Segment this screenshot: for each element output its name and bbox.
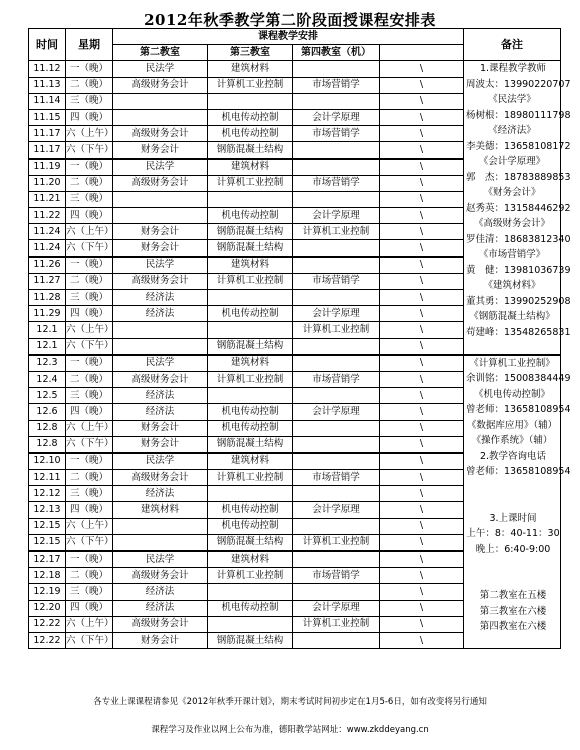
cell-weekday: 六（下午）: [66, 436, 113, 453]
cell-room4: 市场营销学: [293, 77, 380, 93]
cell-room2: 高级财务会计: [113, 470, 208, 486]
cell-backslash: \: [380, 420, 464, 436]
schedule-table: [28, 28, 571, 649]
cell-room2: 经济法: [113, 290, 208, 306]
cell-date: 11.21: [29, 191, 66, 207]
cell-room2: 财务会计: [113, 142, 208, 159]
note-line: 罗佳清：18683812340: [466, 233, 571, 245]
cell-weekday: 一（晚）: [66, 551, 113, 568]
cell-backslash: \: [380, 502, 464, 518]
header-room4: 第四教室（机）: [293, 45, 380, 61]
cell-date: 12.13: [29, 502, 66, 518]
cell-backslash: \: [380, 208, 464, 224]
cell-room4: [293, 257, 380, 274]
cell-weekday: 二（晚）: [66, 470, 113, 486]
cell-backslash: \: [380, 77, 464, 93]
note-line: 郭 杰：18783889853: [466, 171, 571, 183]
cell-room3: 机电传动控制: [208, 306, 293, 322]
cell-room3: [208, 191, 293, 207]
cell-backslash: \: [380, 126, 464, 142]
cell-date: 12.4: [29, 371, 66, 387]
cell-room2: 财务会计: [113, 420, 208, 436]
cell-date: 11.29: [29, 306, 66, 322]
note-line: 《经济法》: [488, 125, 536, 137]
cell-room4: 计算机工业控制: [293, 322, 380, 338]
cell-room2: 高级财务会计: [113, 273, 208, 289]
note-line: 苟建峰：13548265831: [466, 326, 571, 338]
cell-date: 11.13: [29, 77, 66, 93]
header-notes: 备注: [464, 29, 561, 61]
table-row: [29, 355, 561, 372]
cell-room3: 机电传动控制: [208, 208, 293, 224]
cell-room3: 机电传动控制: [208, 126, 293, 142]
cell-room4: [293, 518, 380, 534]
cell-room4: [293, 388, 380, 404]
cell-backslash: \: [380, 470, 464, 486]
cell-backslash: \: [380, 584, 464, 600]
cell-weekday: 四（晚）: [66, 404, 113, 420]
note-line: 《市场营销学》: [478, 249, 546, 261]
note-line: 《财务会计》: [483, 187, 541, 199]
cell-date: 12.15: [29, 518, 66, 534]
cell-room2: [113, 338, 208, 355]
header-time: 时间: [29, 29, 66, 61]
cell-weekday: 三（晚）: [66, 290, 113, 306]
cell-backslash: \: [380, 322, 464, 338]
cell-backslash: \: [380, 306, 464, 322]
note-line: [464, 557, 560, 573]
cell-date: 12.19: [29, 584, 66, 600]
cell-weekday: 三（晚）: [66, 486, 113, 502]
cell-date: 11.19: [29, 159, 66, 176]
cell-room3: [208, 290, 293, 306]
cell-room4: 会计学原理: [293, 109, 380, 125]
cell-room2: 民法学: [113, 257, 208, 274]
cell-backslash: \: [380, 600, 464, 616]
cell-backslash: \: [380, 371, 464, 387]
cell-weekday: 二（晚）: [66, 568, 113, 584]
cell-date: 12.22: [29, 616, 66, 632]
cell-weekday: 四（晚）: [66, 208, 113, 224]
cell-date: 12.20: [29, 600, 66, 616]
cell-room2: [113, 322, 208, 338]
cell-room2: 高级财务会计: [113, 371, 208, 387]
cell-weekday: 一（晚）: [66, 159, 113, 176]
header-blank: [380, 45, 464, 61]
cell-backslash: \: [380, 551, 464, 568]
cell-room2: 经济法: [113, 388, 208, 404]
cell-backslash: \: [380, 616, 464, 632]
cell-room2: [113, 109, 208, 125]
cell-weekday: 一（晚）: [66, 257, 113, 274]
cell-date: 12.15: [29, 534, 66, 551]
cell-room3: 机电传动控制: [208, 109, 293, 125]
cell-room3: 钢筋混凝土结构: [208, 338, 293, 355]
cell-room2: [113, 518, 208, 534]
cell-room4: 计算机工业控制: [293, 616, 380, 632]
cell-weekday: 六（上午）: [66, 420, 113, 436]
cell-date: 11.17: [29, 142, 66, 159]
cell-room3: 机电传动控制: [208, 502, 293, 518]
cell-date: 12.22: [29, 632, 66, 648]
cell-room4: [293, 240, 380, 257]
cell-date: 11.15: [29, 109, 66, 125]
note-line: 3.上课时间: [489, 512, 537, 524]
note-line: 杨树根：18980111798: [466, 109, 571, 121]
cell-date: 11.28: [29, 290, 66, 306]
cell-backslash: \: [380, 257, 464, 274]
cell-weekday: 三（晚）: [66, 388, 113, 404]
cell-room3: 计算机工业控制: [208, 371, 293, 387]
cell-room4: [293, 338, 380, 355]
table-row: [29, 61, 561, 77]
cell-room4: [293, 159, 380, 176]
cell-room2: 高级财务会计: [113, 77, 208, 93]
cell-backslash: \: [380, 486, 464, 502]
cell-room4: 会计学原理: [293, 208, 380, 224]
cell-room3: [208, 388, 293, 404]
cell-room3: 计算机工业控制: [208, 568, 293, 584]
note-line: 《会计学原理》: [478, 156, 546, 168]
cell-room2: 民法学: [113, 159, 208, 176]
cell-room4: [293, 436, 380, 453]
cell-backslash: \: [380, 93, 464, 109]
cell-room3: 机电传动控制: [208, 404, 293, 420]
note-line: 第二教室在五楼: [479, 590, 547, 602]
cell-room2: 民法学: [113, 551, 208, 568]
cell-weekday: 四（晚）: [66, 306, 113, 322]
cell-room3: 钢筋混凝土结构: [208, 534, 293, 551]
cell-room3: 计算机工业控制: [208, 175, 293, 191]
cell-room3: 建筑材料: [208, 355, 293, 372]
note-line: 曾老师：13658108954: [466, 466, 571, 478]
cell-weekday: 六（上午）: [66, 322, 113, 338]
cell-backslash: \: [380, 436, 464, 453]
cell-date: 11.22: [29, 208, 66, 224]
cell-room2: 财务会计: [113, 436, 208, 453]
cell-date: 11.26: [29, 257, 66, 274]
cell-weekday: 二（晚）: [66, 273, 113, 289]
page-title: 2012年秋季教学第二阶段面授课程安排表: [144, 11, 436, 29]
cell-backslash: \: [380, 273, 464, 289]
cell-room2: 经济法: [113, 600, 208, 616]
cell-room4: 市场营销学: [293, 371, 380, 387]
cell-date: 12.10: [29, 453, 66, 470]
cell-room3: 钢筋混凝土结构: [208, 436, 293, 453]
cell-weekday: 三（晚）: [66, 93, 113, 109]
note-line: 《计算机工业控制》: [469, 357, 555, 369]
cell-room3: 建筑材料: [208, 453, 293, 470]
cell-room4: 市场营销学: [293, 126, 380, 142]
note-line: 上午：8：40-11：30: [466, 528, 560, 540]
cell-weekday: 六（上午）: [66, 616, 113, 632]
cell-room2: 民法学: [113, 453, 208, 470]
cell-room3: 钢筋混凝土结构: [208, 632, 293, 648]
cell-room2: 经济法: [113, 486, 208, 502]
note-line: 晚上：6:40-9:00: [475, 543, 551, 555]
cell-weekday: 六（上午）: [66, 224, 113, 240]
cell-date: 11.14: [29, 93, 66, 109]
cell-room4: 会计学原理: [293, 502, 380, 518]
cell-room4: 市场营销学: [293, 568, 380, 584]
cell-room4: 市场营销学: [293, 273, 380, 289]
note-line: 《钢筋混凝土结构》: [469, 311, 555, 323]
cell-date: 12.3: [29, 355, 66, 372]
cell-room4: [293, 191, 380, 207]
cell-room2: 民法学: [113, 61, 208, 77]
cell-room3: 钢筋混凝土结构: [208, 240, 293, 257]
cell-weekday: 三（晚）: [66, 584, 113, 600]
cell-room4: [293, 142, 380, 159]
cell-date: 11.12: [29, 61, 66, 77]
cell-backslash: \: [380, 388, 464, 404]
cell-backslash: \: [380, 224, 464, 240]
cell-room2: [113, 534, 208, 551]
cell-date: 11.24: [29, 240, 66, 257]
cell-date: 12.6: [29, 404, 66, 420]
cell-date: 11.20: [29, 175, 66, 191]
cell-backslash: \: [380, 404, 464, 420]
cell-room2: 高级财务会计: [113, 175, 208, 191]
cell-weekday: 四（晚）: [66, 600, 113, 616]
cell-room4: [293, 632, 380, 648]
cell-room3: 建筑材料: [208, 257, 293, 274]
note-line: 第四教室在六楼: [479, 621, 547, 633]
cell-room4: 计算机工业控制: [293, 224, 380, 240]
cell-room3: [208, 584, 293, 600]
note-line: 2.教学咨询电话: [479, 450, 547, 462]
cell-weekday: 六（下午）: [66, 632, 113, 648]
cell-room3: 机电传动控制: [208, 420, 293, 436]
cell-room2: [113, 191, 208, 207]
cell-room3: 建筑材料: [208, 61, 293, 77]
cell-room2: 高级财务会计: [113, 126, 208, 142]
cell-weekday: 六（下午）: [66, 338, 113, 355]
cell-room2: 财务会计: [113, 240, 208, 257]
cell-weekday: 二（晚）: [66, 175, 113, 191]
cell-weekday: 六（下午）: [66, 240, 113, 257]
cell-date: 12.8: [29, 420, 66, 436]
cell-backslash: \: [380, 534, 464, 551]
note-line: 董其勇：13990252908: [466, 295, 571, 307]
note-line: [464, 480, 560, 496]
cell-weekday: 一（晚）: [66, 61, 113, 77]
cell-room4: 市场营销学: [293, 470, 380, 486]
note-line: 赵秀英：13158446292: [466, 202, 571, 214]
cell-weekday: 六（下午）: [66, 534, 113, 551]
cell-room4: 会计学原理: [293, 404, 380, 420]
cell-room3: 计算机工业控制: [208, 470, 293, 486]
cell-room3: 建筑材料: [208, 159, 293, 176]
cell-date: 12.11: [29, 470, 66, 486]
cell-room4: [293, 355, 380, 372]
cell-room3: 建筑材料: [208, 551, 293, 568]
note-line: 第三教室在六楼: [479, 605, 547, 617]
note-line: [464, 495, 560, 511]
cell-room4: [293, 453, 380, 470]
cell-weekday: 六（下午）: [66, 142, 113, 159]
header-room2: 第二教室: [113, 45, 208, 61]
cell-room4: 会计学原理: [293, 600, 380, 616]
cell-date: 12.12: [29, 486, 66, 502]
cell-weekday: 三（晚）: [66, 191, 113, 207]
cell-room2: 经济法: [113, 584, 208, 600]
cell-room3: 机电传动控制: [208, 600, 293, 616]
cell-room4: [293, 93, 380, 109]
note-line: 曾老师：13658108954: [466, 404, 571, 416]
cell-date: 12.17: [29, 551, 66, 568]
cell-room2: 民法学: [113, 355, 208, 372]
header-room3: 第三教室: [208, 45, 293, 61]
cell-room4: [293, 420, 380, 436]
cell-room4: [293, 551, 380, 568]
header-weekday: 星期: [66, 29, 113, 61]
cell-room2: [113, 208, 208, 224]
cell-room3: 计算机工业控制: [208, 77, 293, 93]
note-line: 《数据库应用》（辅）: [466, 419, 558, 431]
notes-bottom: [464, 355, 571, 649]
cell-room2: 财务会计: [113, 224, 208, 240]
cell-date: 12.8: [29, 436, 66, 453]
cell-room3: 钢筋混凝土结构: [208, 224, 293, 240]
note-line: [464, 573, 560, 589]
cell-room3: 计算机工业控制: [208, 273, 293, 289]
cell-room4: 会计学原理: [293, 306, 380, 322]
note-line: 1.课程教学教师: [479, 63, 547, 75]
cell-backslash: \: [380, 240, 464, 257]
cell-backslash: \: [380, 568, 464, 584]
cell-room3: [208, 486, 293, 502]
cell-backslash: \: [380, 338, 464, 355]
cell-room2: [113, 93, 208, 109]
note-line: 《机电传动控制》: [473, 388, 550, 400]
footer-website: 课程学习及作业以网上公布为准，德阳教学站网址：www.zkddeyang.cn: [151, 725, 429, 735]
cell-weekday: 六（上午）: [66, 126, 113, 142]
cell-weekday: 四（晚）: [66, 502, 113, 518]
cell-backslash: \: [380, 518, 464, 534]
cell-room4: [293, 584, 380, 600]
cell-room4: 计算机工业控制: [293, 534, 380, 551]
cell-date: 12.5: [29, 388, 66, 404]
cell-date: 12.18: [29, 568, 66, 584]
cell-room4: [293, 486, 380, 502]
cell-room4: 市场营销学: [293, 175, 380, 191]
note-line: 周波太：13990220707: [466, 78, 571, 90]
cell-room3: [208, 93, 293, 109]
cell-backslash: \: [380, 632, 464, 648]
cell-room4: [293, 290, 380, 306]
cell-date: 12.1: [29, 338, 66, 355]
cell-backslash: \: [380, 175, 464, 191]
cell-backslash: \: [380, 191, 464, 207]
note-line: 余训铭：15008384449: [466, 373, 571, 385]
cell-room3: [208, 322, 293, 338]
cell-room2: 经济法: [113, 306, 208, 322]
cell-room2: 高级财务会计: [113, 568, 208, 584]
cell-room3: [208, 616, 293, 632]
notes-top: [464, 61, 571, 355]
cell-weekday: 六（上午）: [66, 518, 113, 534]
header-arrangement: 课程教学安排: [113, 29, 464, 45]
cell-backslash: \: [380, 61, 464, 77]
cell-weekday: 四（晚）: [66, 109, 113, 125]
cell-date: 11.17: [29, 126, 66, 142]
cell-room2: 建筑材料: [113, 502, 208, 518]
cell-backslash: \: [380, 142, 464, 159]
schedule-sheet: [28, 28, 571, 684]
cell-room2: 经济法: [113, 404, 208, 420]
note-line: 李美德：13658108172: [466, 140, 571, 152]
cell-weekday: 二（晚）: [66, 77, 113, 93]
cell-room2: 高级财务会计: [113, 616, 208, 632]
cell-room3: 钢筋混凝土结构: [208, 142, 293, 159]
cell-room3: 机电传动控制: [208, 518, 293, 534]
cell-room4: [293, 61, 380, 77]
cell-backslash: \: [380, 290, 464, 306]
cell-weekday: 一（晚）: [66, 355, 113, 372]
note-line: 黄 健：13981036739: [466, 264, 571, 276]
cell-backslash: \: [380, 159, 464, 176]
cell-backslash: \: [380, 355, 464, 372]
cell-date: 12.1: [29, 322, 66, 338]
cell-room2: 财务会计: [113, 632, 208, 648]
cell-date: 11.27: [29, 273, 66, 289]
footer-note: 各专业上课课程请参见《2012年秋季开课计划》，期末考试时间初步定在1月5-6日，如有改变将另行通知: [93, 697, 487, 707]
note-line: 《民法学》: [488, 94, 536, 106]
cell-weekday: 一（晚）: [66, 453, 113, 470]
cell-weekday: 二（晚）: [66, 371, 113, 387]
note-line: 《建筑材料》: [483, 280, 541, 292]
cell-backslash: \: [380, 453, 464, 470]
note-line: 《高级财务会计》: [473, 218, 550, 230]
cell-date: 11.24: [29, 224, 66, 240]
cell-backslash: \: [380, 109, 464, 125]
note-line: 《操作系统》（辅）: [471, 435, 553, 447]
